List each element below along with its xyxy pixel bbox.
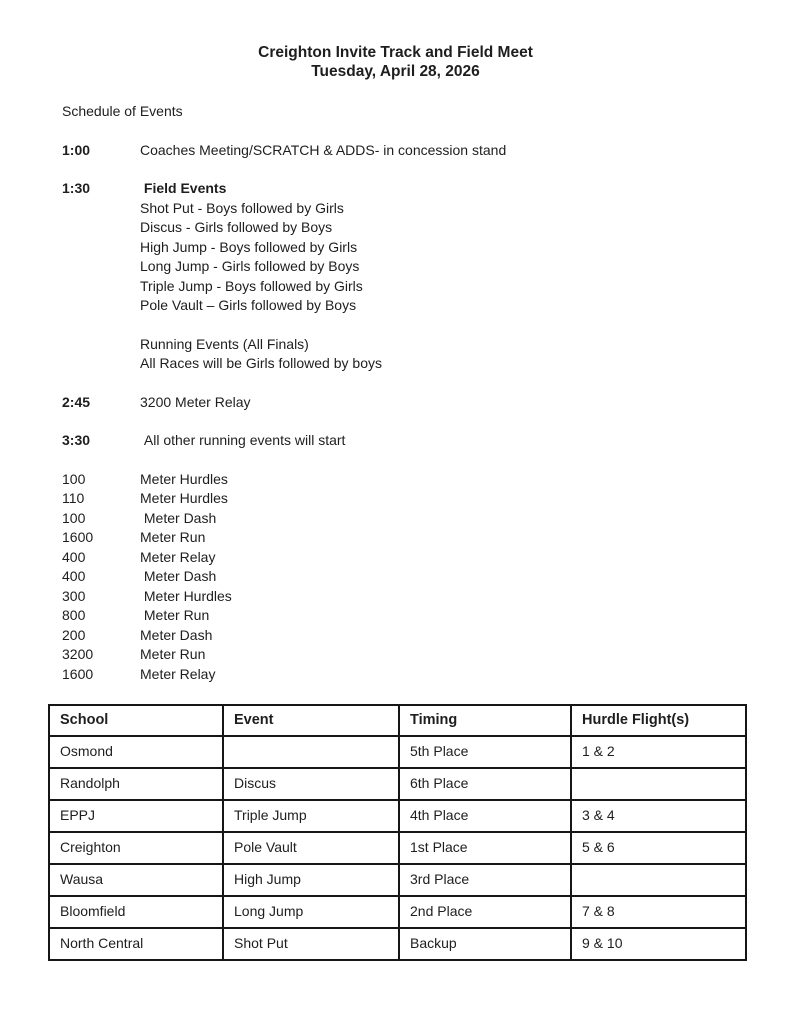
event-distance: 100 — [62, 470, 86, 487]
school-cell: Wausa — [49, 864, 223, 896]
field-event-item: Discus - Girls followed by Boys — [140, 219, 333, 235]
schedule-entry-field-events — [62, 179, 751, 199]
hurdle-flights-cell: 9 & 10 — [571, 928, 746, 960]
schedule-of-events-label: Schedule of Events — [62, 103, 183, 119]
event-cell: High Jump — [223, 864, 399, 896]
running-event-item — [62, 587, 751, 607]
event-name: Meter Dash — [140, 626, 213, 643]
timing-cell: 6th Place — [399, 768, 571, 800]
event-column-header: Event — [223, 705, 399, 736]
running-event-item — [62, 567, 751, 587]
field-event-item: Triple Jump - Boys followed by Girls — [140, 277, 363, 294]
school-column-header: School — [49, 705, 223, 736]
schedule-entry-3200-relay — [62, 393, 751, 413]
time-label: 2:45 — [62, 393, 91, 410]
hurdle-flights-cell: 3 & 4 — [571, 800, 746, 832]
timing-column-header: Timing — [399, 705, 571, 736]
event-name: Meter Relay — [140, 665, 216, 682]
event-name: Meter Dash — [140, 509, 217, 526]
running-event-item — [62, 626, 751, 646]
field-event-item: Long Jump - Girls followed by Boys — [140, 258, 360, 274]
event-name: Meter Run — [140, 607, 210, 623]
running-event-item — [62, 509, 751, 529]
entry-text: All other running events will start — [140, 432, 346, 448]
field-events-list — [140, 199, 751, 316]
event-name: Meter Hurdles — [140, 490, 228, 506]
hurdle-flights-cell — [571, 768, 746, 800]
school-cell: Bloomfield — [49, 896, 223, 928]
event-name: Meter Hurdles — [140, 587, 232, 604]
document-title-block — [0, 0, 791, 81]
timing-cell: 3rd Place — [399, 864, 571, 896]
school-cell: North Central — [49, 928, 223, 960]
event-cell: Pole Vault — [223, 832, 399, 864]
event-distance: 100 — [62, 509, 86, 526]
event-name: Meter Hurdles — [140, 470, 228, 487]
time-label: 3:30 — [62, 432, 91, 448]
table-row — [49, 736, 746, 768]
event-name: Meter Relay — [140, 548, 216, 565]
event-cell — [223, 736, 399, 768]
school-cell: Creighton — [49, 832, 223, 864]
event-distance: 300 — [62, 587, 86, 604]
event-cell: Shot Put — [223, 928, 399, 960]
event-distance: 3200 — [62, 646, 94, 662]
hurdle-flights-column-header: Hurdle Flight(s) — [571, 705, 746, 736]
hurdle-flights-cell: 5 & 6 — [571, 832, 746, 864]
timing-cell: 2nd Place — [399, 896, 571, 928]
entry-text: Coaches Meeting/SCRATCH & ADDS- in concession stand — [140, 141, 507, 158]
table-row — [49, 896, 746, 928]
field-event-item: Pole Vault – Girls followed by Boys — [140, 297, 357, 313]
table-header-row — [49, 705, 746, 736]
schedule-entry-coaches-meeting — [62, 141, 751, 161]
schedule-entry-other-running — [62, 431, 751, 451]
table-row — [49, 832, 746, 864]
time-label: 1:30 — [62, 180, 91, 196]
field-events-heading: Field Events — [140, 180, 227, 196]
time-label: 1:00 — [62, 141, 91, 158]
event-cell: Triple Jump — [223, 800, 399, 832]
event-distance: 1600 — [62, 665, 94, 682]
hurdle-flights-cell — [571, 864, 746, 896]
table-row — [49, 768, 746, 800]
event-distance: 1600 — [62, 529, 94, 545]
event-distance: 110 — [62, 490, 85, 506]
running-event-item — [62, 548, 751, 568]
event-name: Meter Run — [140, 529, 206, 545]
hurdle-flights-cell: 7 & 8 — [571, 896, 746, 928]
event-distance: 800 — [62, 607, 86, 623]
timing-cell: 4th Place — [399, 800, 571, 832]
event-cell: Discus — [223, 768, 399, 800]
entry-text: 3200 Meter Relay — [140, 393, 251, 410]
running-event-item — [62, 645, 751, 665]
event-distance: 400 — [62, 568, 86, 584]
event-distance: 200 — [62, 626, 86, 643]
running-events-note — [140, 335, 751, 374]
timing-cell: 5th Place — [399, 736, 571, 768]
table-row — [49, 864, 746, 896]
event-distance: 400 — [62, 548, 86, 565]
school-assignments-table — [48, 704, 747, 961]
event-name: Meter Run — [140, 646, 206, 662]
running-event-item — [62, 489, 751, 509]
meet-title: Creighton Invite Track and Field Meet — [258, 44, 533, 61]
timing-cell: 1st Place — [399, 832, 571, 864]
school-cell: Osmond — [49, 736, 223, 768]
event-cell: Long Jump — [223, 896, 399, 928]
school-cell: Randolph — [49, 768, 223, 800]
running-event-item — [62, 606, 751, 626]
field-event-item: High Jump - Boys followed by Girls — [140, 238, 358, 255]
running-event-item — [62, 528, 751, 548]
meet-date: Tuesday, April 28, 2026 — [311, 62, 480, 80]
running-event-item — [62, 665, 751, 685]
table-row — [49, 928, 746, 960]
running-events-order-list — [62, 470, 751, 685]
hurdle-flights-cell: 1 & 2 — [571, 736, 746, 768]
running-events-note-line: Running Events (All Finals) — [140, 335, 309, 352]
timing-cell: Backup — [399, 928, 571, 960]
event-name: Meter Dash — [140, 568, 217, 584]
table-row — [49, 800, 746, 832]
running-events-note-line: All Races will be Girls followed by boys — [140, 355, 382, 371]
school-cell: EPPJ — [49, 800, 223, 832]
field-event-item: Shot Put - Boys followed by Girls — [140, 199, 344, 216]
running-event-item — [62, 470, 751, 490]
